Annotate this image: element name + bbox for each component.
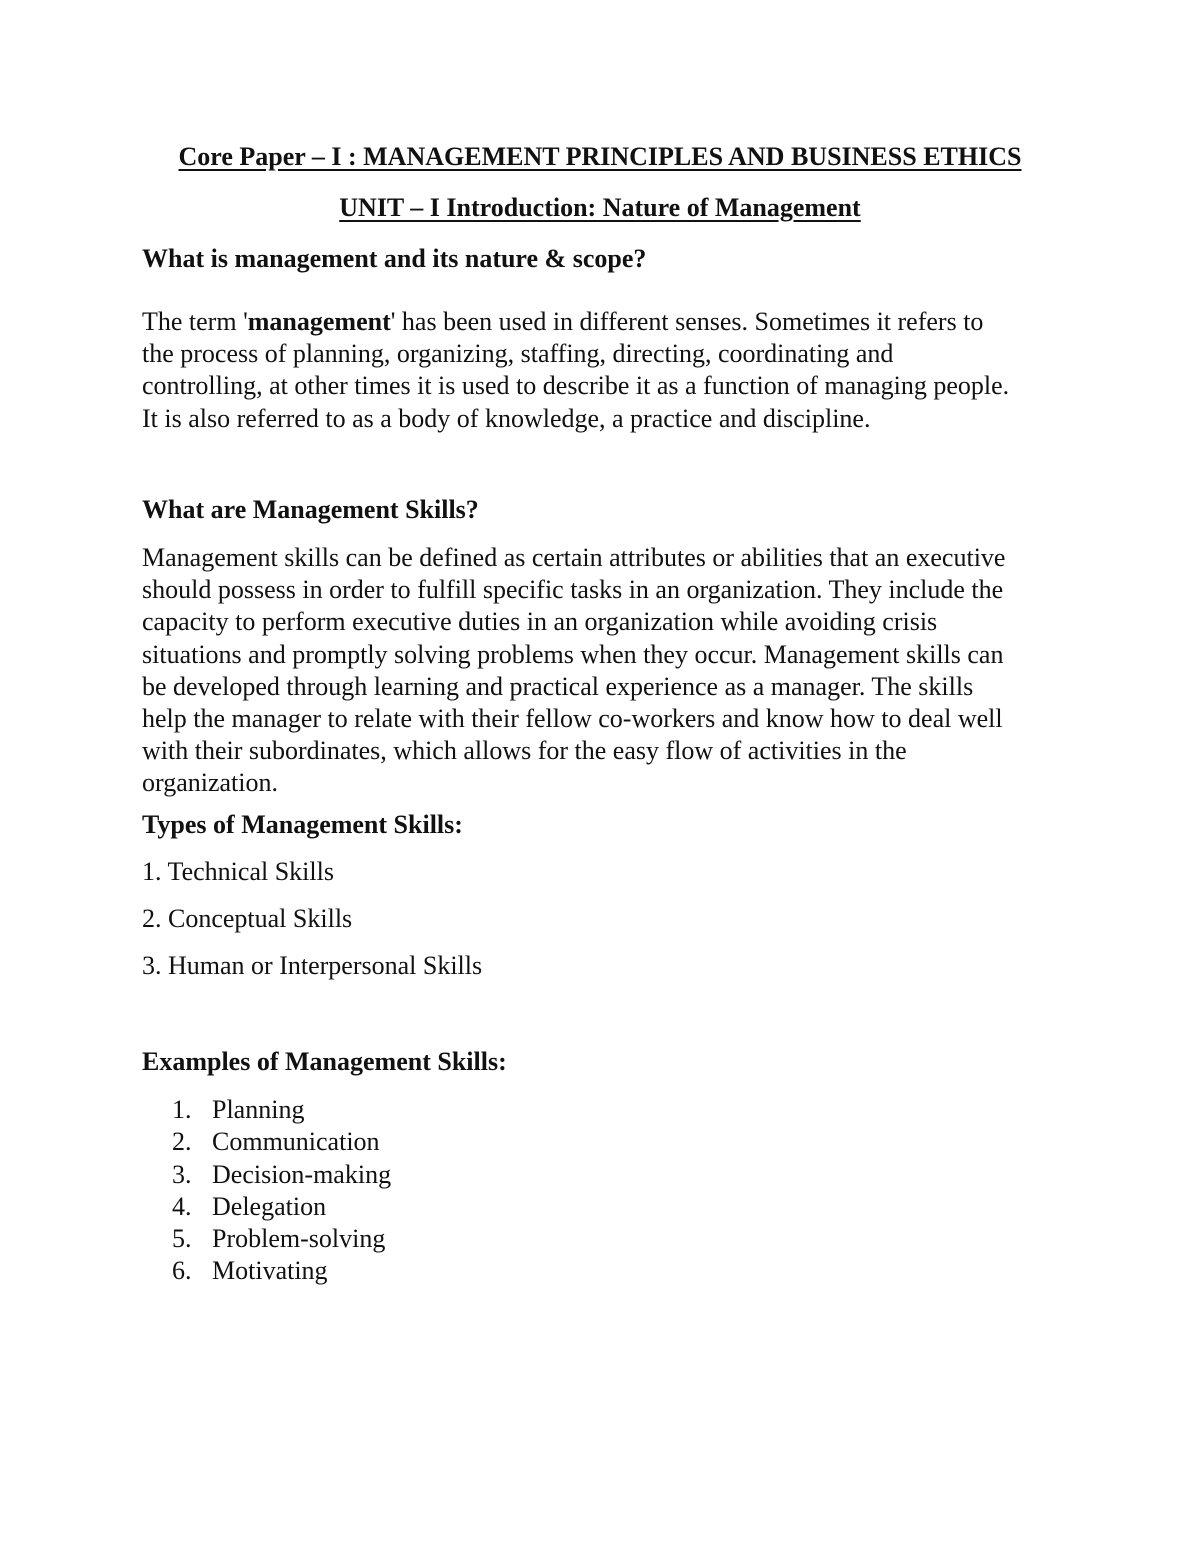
list-text: Planning	[212, 1095, 305, 1124]
list-text: Problem-solving	[212, 1224, 386, 1254]
paragraph-line: It is also referred to as a body of knowledge, a practice and discipline.	[142, 403, 871, 433]
paragraph-line: organization.	[142, 768, 278, 798]
types-item: 1. Technical Skills	[142, 857, 334, 886]
list-number: 6.	[172, 1256, 192, 1286]
list-item	[172, 1159, 391, 1191]
examples-list	[172, 1094, 391, 1288]
term-management: management	[247, 307, 391, 336]
paragraph-line: the process of planning, organizing, staffing, directing, coordinating and	[142, 339, 894, 369]
paragraph-line	[142, 306, 1077, 338]
question-heading-management: What is management and its nature & scope?	[142, 244, 647, 273]
list-item	[172, 1255, 391, 1287]
list-text: Decision-making	[212, 1159, 392, 1189]
list-item	[172, 1191, 391, 1223]
unit-title: UNIT – I Introduction: Nature of Management	[339, 193, 861, 222]
paragraph-line: capacity to perform executive duties in an organization while avoiding crisis	[142, 607, 938, 637]
paragraph-line: with their subordinates, which allows for the easy flow of activities in the	[142, 736, 907, 766]
paragraph-line: help the manager to relate with their fellow co-workers and know how to deal well	[142, 704, 1003, 734]
list-number: 5.	[172, 1224, 192, 1254]
list-item	[172, 1126, 391, 1158]
list-number: 1.	[172, 1095, 192, 1124]
paragraph-line: should possess in order to fulfill specific tasks in an organization. They include the	[142, 575, 1004, 605]
paragraph-management-definition	[142, 306, 1077, 435]
list-item	[172, 1223, 391, 1255]
list-text: Delegation	[212, 1191, 327, 1221]
paragraph-management-skills	[142, 542, 1077, 800]
examples-heading: Examples of Management Skills:	[142, 1047, 507, 1076]
paragraph-line: Management skills can be defined as certain attributes or abilities that an executive	[142, 543, 1006, 572]
paragraph-line: situations and promptly solving problems when they occur. Management skills can	[142, 639, 1004, 669]
list-number: 3.	[172, 1159, 192, 1189]
paragraph-line: controlling, at other times it is used to describe it as a function of managing people.	[142, 371, 1010, 401]
document-title: Core Paper – I : MANAGEMENT PRINCIPLES AND BUSINESS ETHICS	[178, 142, 1022, 171]
list-number: 2.	[172, 1127, 192, 1157]
paragraph-line: be developed through learning and practical experience as a manager. The skills	[142, 671, 974, 701]
paragraph-text: ' has been used in different senses. Sometimes it refers to	[390, 307, 984, 336]
question-heading-skills: What are Management Skills?	[142, 495, 479, 524]
types-item: 3. Human or Interpersonal Skills	[142, 951, 483, 980]
list-number: 4.	[172, 1191, 192, 1221]
paragraph-text: The term '	[142, 307, 248, 336]
types-heading: Types of Management Skills:	[142, 810, 463, 839]
list-item	[172, 1094, 391, 1126]
list-text: Communication	[212, 1127, 380, 1157]
list-text: Motivating	[212, 1256, 328, 1286]
types-item: 2. Conceptual Skills	[142, 904, 353, 933]
